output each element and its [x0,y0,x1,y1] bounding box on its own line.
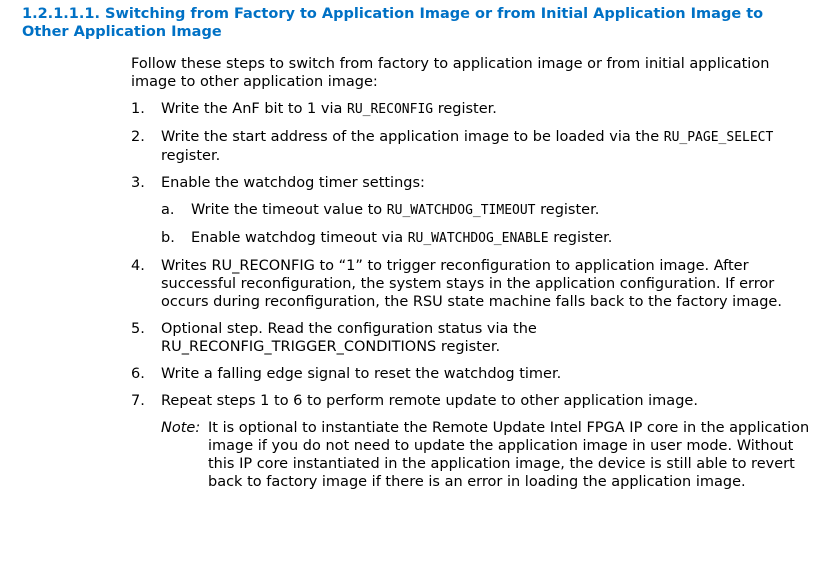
step-number: 2. [131,129,145,145]
step-number: 5. [131,321,145,337]
step-number: 7. [131,393,145,409]
register-name: RU_RECONFIG [347,102,434,117]
section-heading: 1.2.1.1.1. Switching from Factory to Application Image or from Initial Application Image to Other Application Image [22,6,764,40]
step-2 [131,128,811,165]
step-number: 3. [131,175,145,191]
substep-a [161,201,811,220]
step-text-end: register. [161,148,221,164]
register-name: RU_WATCHDOG_ENABLE [407,231,549,246]
substep-text: Write the timeout value to [191,202,387,218]
step-4 [131,257,811,311]
step-7 [131,392,811,410]
step-number: 1. [131,101,145,117]
substep-text: Enable watchdog timeout via [191,230,408,246]
step-text: Write a falling edge signal to reset the watchdog timer. [161,366,562,382]
steps-list [131,100,811,410]
substep-b [161,229,811,248]
note-label: Note: [161,420,201,436]
step-text: Write the AnF bit to 1 via [161,101,347,117]
step-text: Repeat steps 1 to 6 to perform remote update to other application image. [161,393,698,409]
register-name: RU_WATCHDOG_TIMEOUT [386,203,536,218]
substep-letter: a. [161,202,175,218]
step-3 [131,174,811,248]
substep-letter: b. [161,230,175,246]
step-text: Optional step. Read the configuration status via the RU_RECONFIG_TRIGGER_CONDITIONS register. [161,321,537,355]
section-body [131,55,811,491]
step-5 [131,320,811,356]
step-1 [131,100,811,119]
intro-paragraph: Follow these steps to switch from factory to application image or from initial application image to other application image: [131,56,770,90]
substeps-list [161,201,811,248]
step-text-end: register. [433,101,497,117]
substep-text-end: register. [535,202,600,218]
note-block [131,419,811,491]
note-text: It is optional to instantiate the Remote Update Intel FPGA IP core in the application image if you do not need to update the application image in user mode. Without this IP core instantiated in the application image, the device is still able to revert back to factory image if there is an error in loading the application image. [208,420,810,490]
step-text: Write the start address of the application image to be loaded via the [161,129,664,145]
step-6 [131,365,811,383]
step-number: 6. [131,366,145,382]
register-name: RU_PAGE_SELECT [663,130,774,145]
step-text: Writes RU_RECONFIG to “1” to trigger reconfiguration to application image. After successful reconfiguration, the system stays in the application configuration. If error occurs during reconfiguration, the RSU state machine falls back to the factory image. [161,258,782,310]
step-number: 4. [131,258,145,274]
step-text: Enable the watchdog timer settings: [161,175,425,191]
substep-text-end: register. [548,230,613,246]
